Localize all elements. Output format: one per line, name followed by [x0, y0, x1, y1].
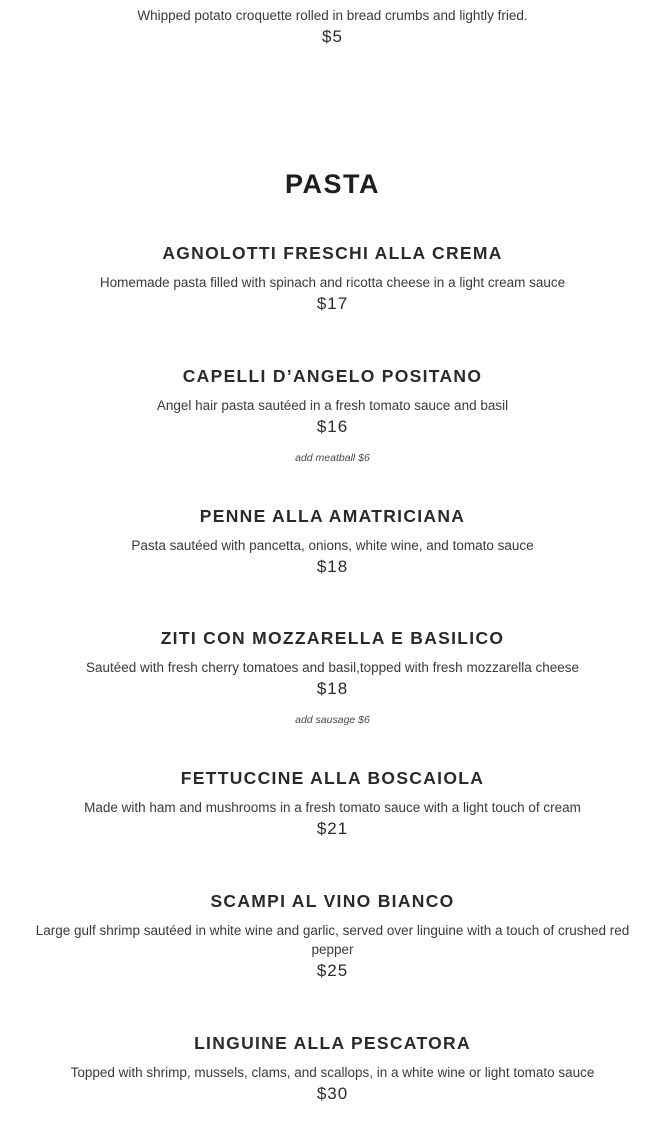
- item-name: ZITI CON MOZZARELLA E BASILICO: [160, 628, 505, 648]
- item-addon: add sausage $6: [295, 714, 370, 726]
- item-description: Whipped potato croquette rolled in bread crumbs and lightly fried.: [137, 8, 528, 23]
- item-addon: add meatball $6: [295, 452, 370, 464]
- item-name: SCAMPI AL VINO BIANCO: [210, 891, 455, 911]
- item-description: Sautéed with fresh cherry tomatoes and basil,topped with fresh mozzarella cheese: [85, 660, 579, 675]
- item-price: $18: [316, 557, 349, 576]
- item-price: $18: [316, 679, 349, 698]
- item-name: LINGUINE ALLA PESCATORA: [194, 1033, 471, 1053]
- menu-item-penne: [0, 504, 665, 577]
- item-price: $30: [316, 1084, 349, 1103]
- item-name: FETTUCCINE ALLA BOSCAIOLA: [180, 768, 485, 788]
- menu-item-ziti: [0, 626, 665, 727]
- item-description: Large gulf shrimp sautéed in white wine and garlic, served over linguine with a touch of crushed red pepper: [35, 923, 630, 957]
- item-description: Homemade pasta filled with spinach and ricotta cheese in a light cream sauce: [99, 275, 566, 290]
- item-price: $16: [316, 417, 349, 436]
- section-title-pasta: PASTA: [285, 169, 380, 199]
- item-description: Angel hair pasta sautéed in a fresh tomato sauce and basil: [156, 398, 509, 413]
- item-description: Pasta sautéed with pancetta, onions, white wine, and tomato sauce: [131, 538, 534, 553]
- item-price: $17: [316, 294, 349, 313]
- menu-item-capelli: [0, 364, 665, 465]
- menu-item-agnolotti: [0, 241, 665, 314]
- menu-item-fettuccine: [0, 766, 665, 839]
- item-description: Topped with shrimp, mussels, clams, and scallops, in a white wine or light tomato sauce: [70, 1065, 595, 1080]
- item-description: Made with ham and mushrooms in a fresh tomato sauce with a light touch of cream: [84, 800, 581, 815]
- menu-item-croquette: [0, 6, 665, 47]
- item-price: $21: [316, 819, 349, 838]
- item-price: $25: [316, 961, 349, 980]
- item-name: AGNOLOTTI FRESCHI ALLA CREMA: [162, 243, 503, 263]
- item-price: $5: [322, 27, 343, 46]
- item-name: CAPELLI D’ANGELO POSITANO: [182, 366, 483, 386]
- menu-item-linguine: [0, 1031, 665, 1104]
- menu-item-scampi: [0, 889, 665, 981]
- item-name: PENNE ALLA AMATRICIANA: [199, 506, 466, 526]
